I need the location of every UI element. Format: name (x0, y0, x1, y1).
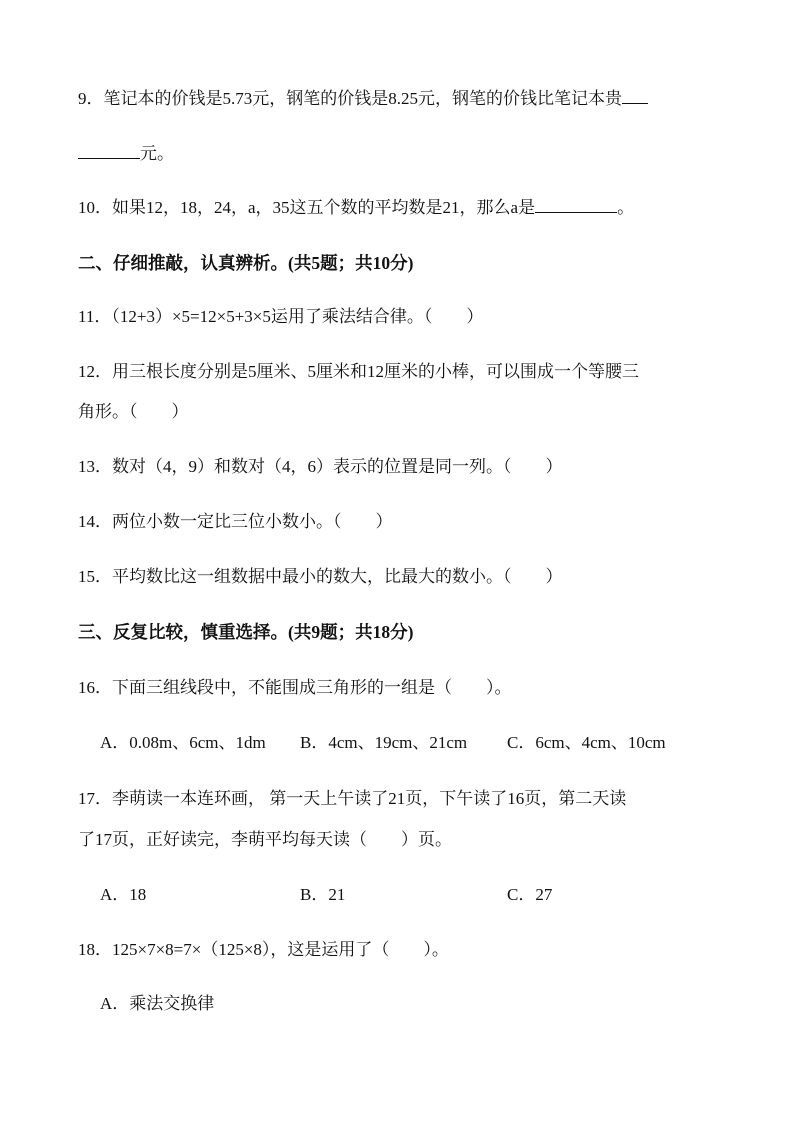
section-2-heading: 二、仔细推敲，认真辨析。(共5题；共10分) (78, 253, 414, 273)
q17-option-b: B．21 (300, 885, 346, 904)
question-16: 16．下面三组线段中，不能围成三角形的一组是（ ）。 (78, 678, 512, 697)
q16-option-b: B．4cm、19cm、21cm (300, 733, 468, 752)
q16-option-a: A．0.08m、6cm、1dm (100, 733, 266, 752)
question-10 (78, 196, 634, 219)
section-3-heading: 三、反复比较，慎重选择。(共9题；共18分) (78, 622, 414, 642)
question-10-suffix: 。 (617, 198, 635, 217)
q17-option-a: A．18 (100, 885, 147, 904)
q18-option-a: A．乘法交换律 (100, 994, 215, 1013)
question-12-line-1: 12．用三根长度分别是5厘米、5厘米和12厘米的小棒，可以围成一个等腰三 (78, 362, 639, 381)
question-12-line-2: 角形。（ ） (78, 402, 189, 421)
question-9-line-2: 元。 (140, 144, 174, 163)
answer-blank (535, 196, 617, 213)
question-17-line-1: 17．李萌读一本连环画， 第一天上午读了21页，下午读了16页，第二天读 (78, 789, 627, 808)
question-10-text: 10．如果12，18，24，a，35这五个数的平均数是21，那么a是 (78, 198, 536, 217)
question-9-continued (78, 142, 174, 165)
question-15: 15．平均数比这一组数据中最小的数大，比最大的数小。（ ） (78, 567, 563, 586)
q16-option-c: C．6cm、4cm、10cm (507, 733, 666, 752)
question-17-line-2: 了17页，正好读完，李萌平均每天读（ ）页。 (78, 830, 452, 849)
answer-blank (622, 87, 648, 104)
q17-option-c: C．27 (507, 885, 553, 904)
answer-blank (78, 142, 140, 159)
question-11: 11．（12+3）×5=12×5+3×5运用了乘法结合律。（ ） (78, 307, 484, 326)
question-13: 13．数对（4，9）和数对（4，6）表示的位置是同一列。（ ） (78, 457, 563, 476)
question-14: 14．两位小数一定比三位小数小。（ ） (78, 512, 393, 531)
question-9-line-1: 9．笔记本的价钱是5.73元，钢笔的价钱是8.25元，钢笔的价钱比笔记本贵 (78, 89, 622, 108)
question-18: 18．125×7×8=7×（125×8），这是运用了（ ）。 (78, 940, 449, 959)
question-9 (78, 87, 648, 110)
